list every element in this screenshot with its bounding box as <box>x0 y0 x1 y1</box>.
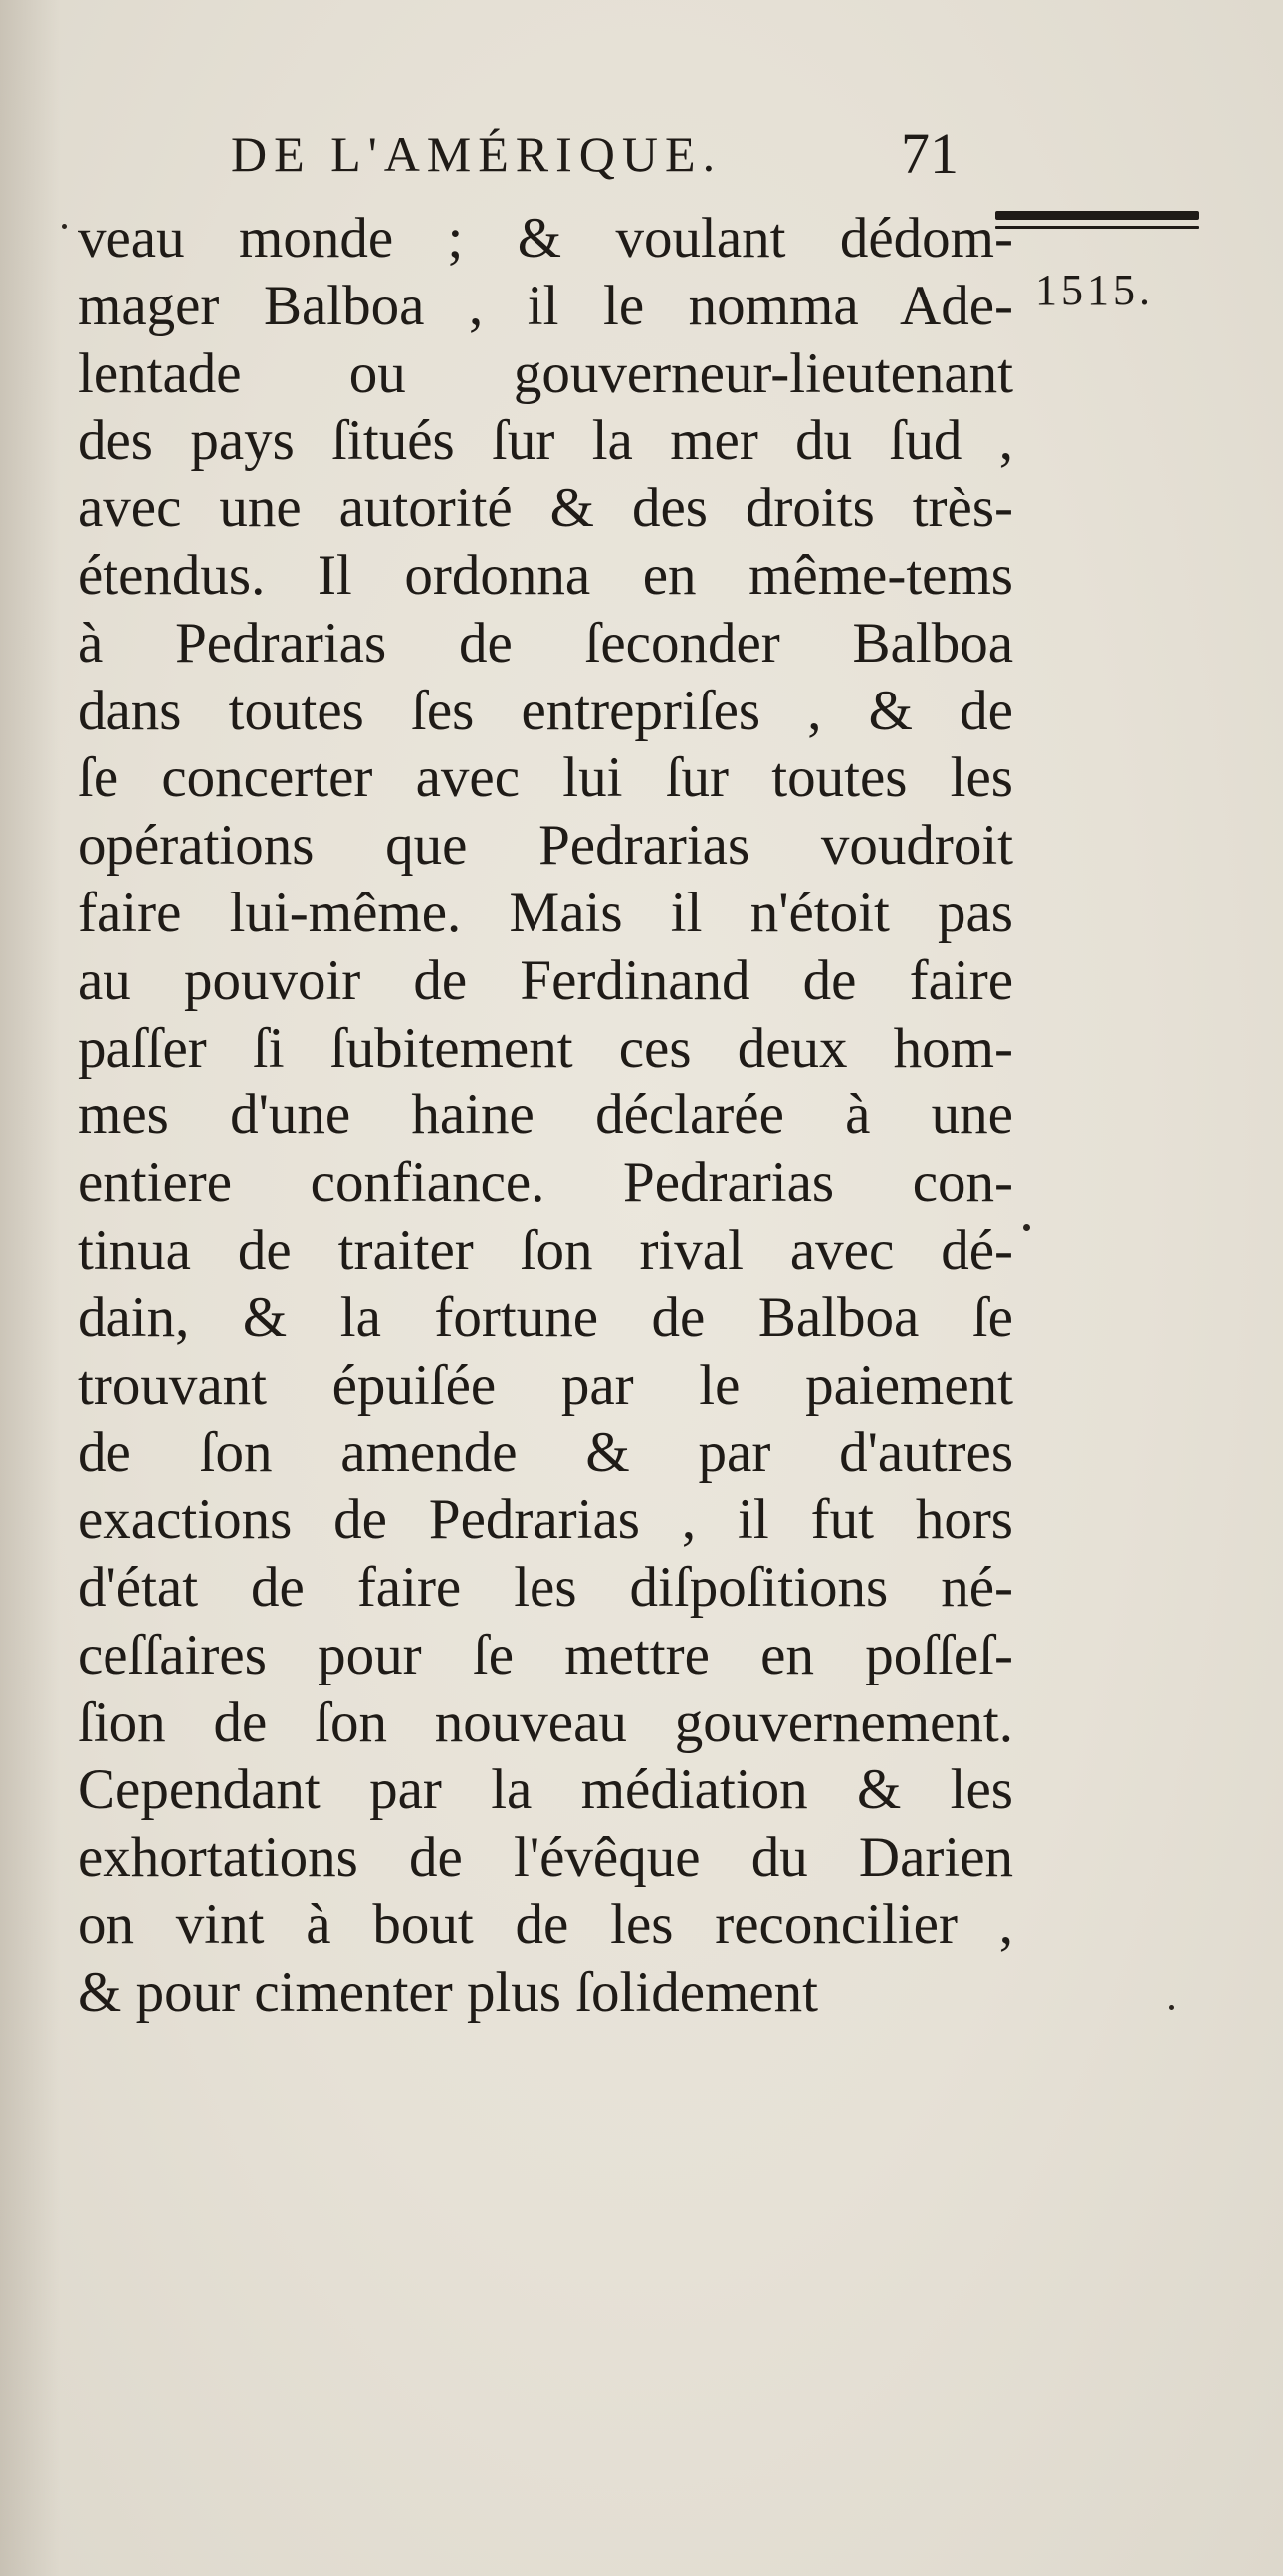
text-line: à Pedrarias de ſeconder Balboa <box>78 611 1013 675</box>
text-line: exactions de Pedrarias , il fut hors <box>78 1488 1013 1552</box>
text-line: opérations que Pedrarias voudroit <box>78 814 1013 878</box>
text-line: lentade ou gouverneur-lieutenant <box>78 341 1013 405</box>
text-line: ceſſaires pour ſe mettre en poſſeſ- <box>78 1623 1013 1686</box>
text-line: au pouvoir de Ferdinand de faire <box>78 948 1013 1012</box>
text-line: avec une autorité & des droits très- <box>78 477 1013 540</box>
ink-speck <box>1023 1224 1030 1231</box>
text-line: dain, & la fortune de Balboa ſe <box>78 1286 1013 1349</box>
marginal-year: 1515. <box>1035 266 1154 314</box>
text-line: dans toutes ſes entrepriſes , & de <box>78 679 1013 742</box>
text-line: ſe concerter avec lui ſur toutes les <box>78 746 1013 810</box>
text-line: ſion de ſon nouveau gouvernement. <box>78 1690 1013 1754</box>
text-line: mes d'une haine déclarée à une <box>78 1084 1013 1147</box>
page-edge-shadow <box>0 0 60 2576</box>
text-line: trouvant épuiſée par le paiement <box>78 1353 1013 1417</box>
text-line: entiere confiance. Pedrarias con- <box>78 1151 1013 1215</box>
ink-speck <box>1169 2005 1174 2010</box>
page-number: 71 <box>901 121 959 186</box>
text-line: & pour cimenter plus ſolidement <box>78 1960 819 2024</box>
text-line: de ſon amende & par d'autres <box>78 1421 1013 1485</box>
text-line: faire lui-même. Mais il n'étoit pas <box>78 881 1013 944</box>
text-line: Cependant par la médiation & les <box>78 1758 1013 1822</box>
marginal-rule-thin <box>995 226 1199 229</box>
running-head: DE L'AMÉRIQUE. <box>231 126 723 182</box>
marginal-rule-thick <box>995 211 1199 220</box>
ink-speck <box>62 224 67 229</box>
text-line: étendus. Il ordonna en même-tems <box>78 543 1013 607</box>
text-line: mager Balboa , il le nomma Ade- <box>78 274 1013 337</box>
text-line: exhortations de l'évêque du Darien <box>78 1826 1013 1889</box>
text-line: d'état de faire les diſpoſitions né- <box>78 1555 1013 1619</box>
text-line: veau monde ; & voulant dédom- <box>78 207 1013 270</box>
text-line: tinua de traiter ſon rival avec dé- <box>78 1218 1013 1282</box>
body-text <box>78 205 1013 2027</box>
text-line: des pays ſitués ſur la mer du ſud , <box>78 409 1013 473</box>
text-line: paſſer ſi ſubitement ces deux hom- <box>78 1016 1013 1080</box>
text-line: on vint à bout de les reconcilier , <box>78 1892 1013 1956</box>
